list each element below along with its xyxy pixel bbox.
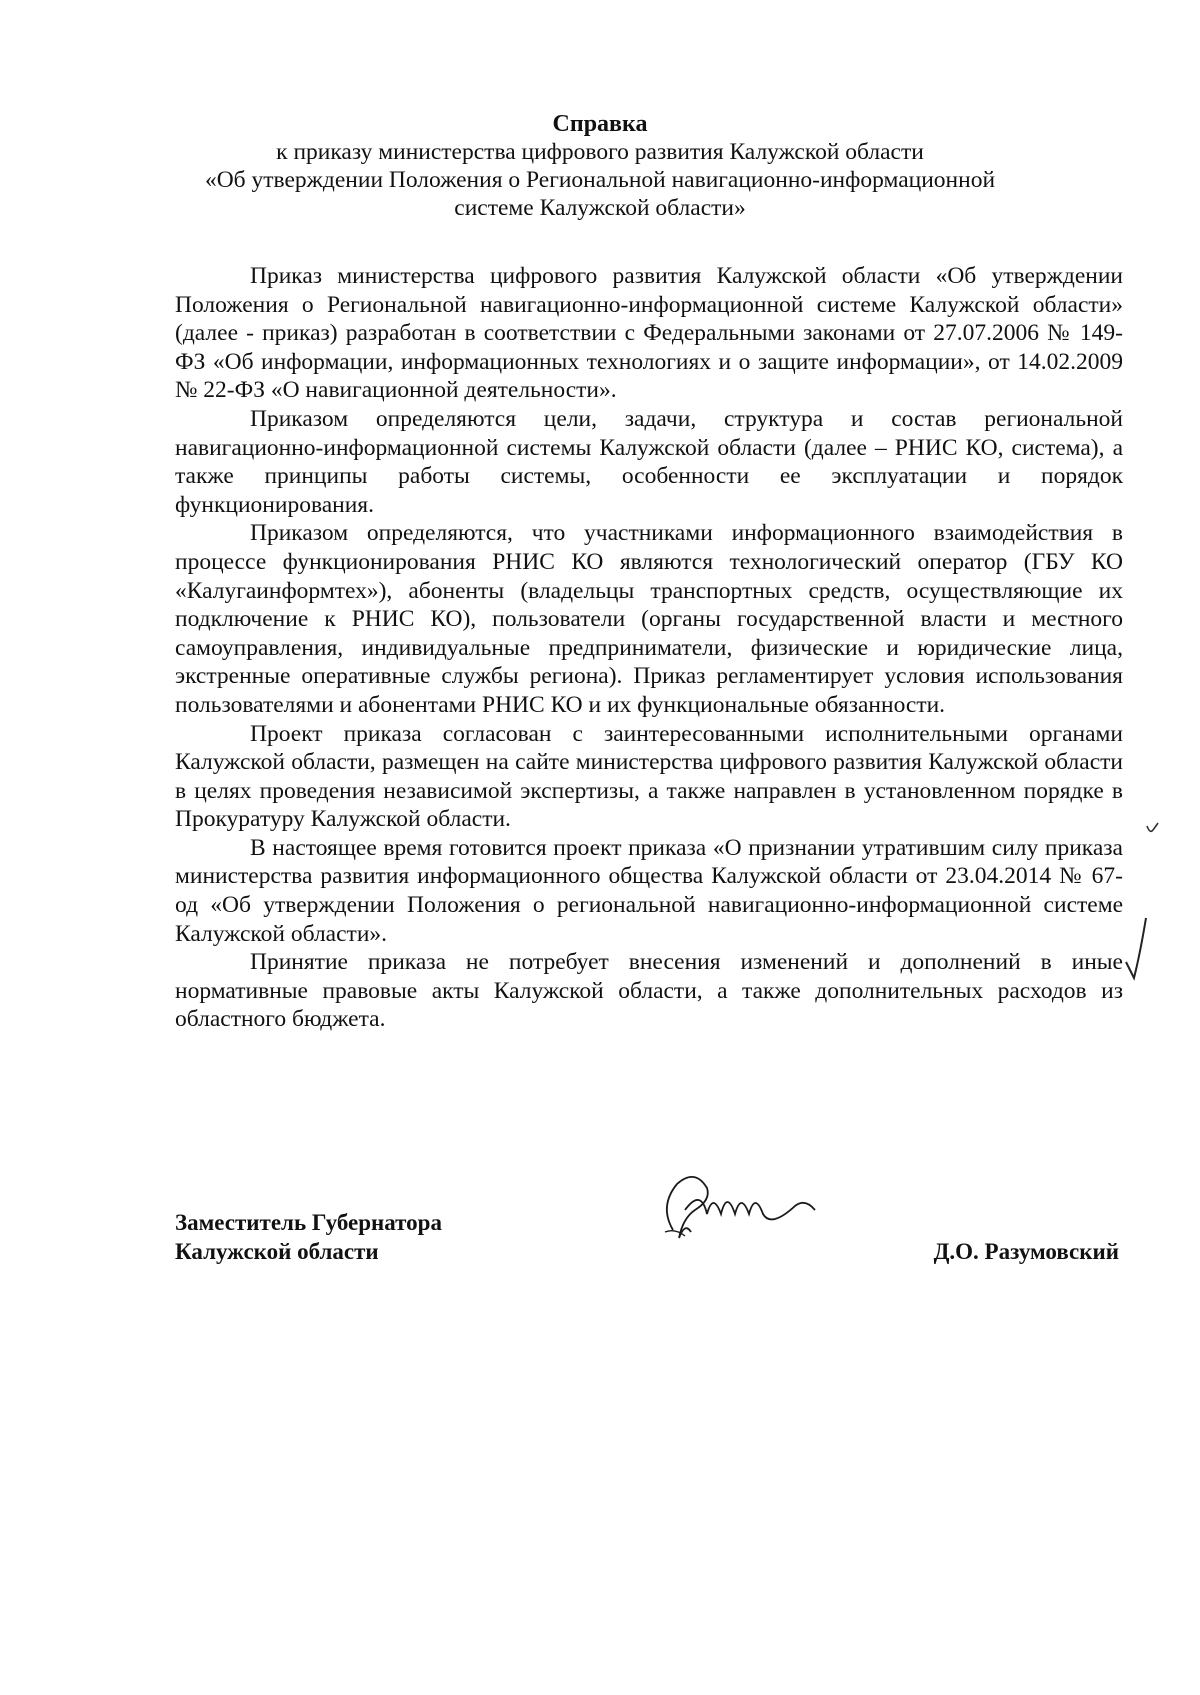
paragraph-2: Приказом определяются цели, задачи, структура и состав региональной навигационно-информационной системы Калужской области (далее – РНИС КО, система), а также принципы работы системы, особенности ее эксплуатации и порядок функционирования. xyxy=(175,405,1123,518)
subtitle-line-1: к приказу министерства цифрового развития Калужской области xyxy=(276,139,924,165)
signatory-position-line-2: Калужской области xyxy=(175,1239,379,1264)
paragraph-3: Приказом определяются, что участниками информационного взаимодействия в процессе функционирования РНИС КО являются технологический оператор (ГБУ КО «Калугаинформтех»), абоненты (владельцы транспортных средств, осуществляющие их подключение к РНИС КО), пользователи (органы государственной власти и местного самоуправления, индивидуальные предприниматели, физические и юридические лица, экстренные оперативные службы региона). Приказ регламентирует условия использования пользователями и абонентами РНИС КО и их функциональные обязанности. xyxy=(175,520,1123,718)
document-title: Справка xyxy=(552,111,648,137)
paragraph-1: Приказ министерства цифрового развития Калужской области «Об утверждении Положения о Региональной навигационно-информационной системе Калужской области» (далее - приказ) разработан в соответствии с Федеральными законами от 27.07.2006 № 149-ФЗ «Об информации, информационных технологиях и о защите информации», от 14.02.2009 № 22-ФЗ «О навигационной деятельности». xyxy=(175,263,1123,404)
document-body xyxy=(175,262,1123,1034)
paragraph-6: Принятие приказа не потребует внесения изменений и дополнений в иные нормативные правовые акты Калужской области, а также дополнительных расходов из областного бюджета. xyxy=(175,949,1123,1033)
paragraph-5: В настоящее время готовится проект приказа «О признании утратившим силу приказа министерства развития информационного общества Калужской области от 23.04.2014 № 67-од «Об утверждении Положения о региональной навигационно-информационной системе Калужской области». xyxy=(175,834,1123,947)
subtitle-line-3: системе Калужской области» xyxy=(454,195,746,221)
signatory-name: Д.О. Разумовский xyxy=(933,1239,1119,1264)
subtitle-line-2: «Об утверждении Положения о Региональной навигационно-информационной xyxy=(204,167,996,193)
margin-checkmark-icon xyxy=(1122,914,1152,984)
signatory-position xyxy=(175,1208,442,1266)
signatory-position-line-1: Заместитель Губернатора xyxy=(175,1210,442,1235)
document-header xyxy=(150,110,1050,222)
paragraph-4: Проект приказа согласован с заинтересованными исполнительными органами Калужской области, размещен на сайте министерства цифрового развития Калужской области в целях проведения независимой экспертизы, а также направлен в установленном порядке в Прокуратуру Калужской области. xyxy=(175,720,1123,833)
handwritten-signature xyxy=(655,1170,830,1250)
margin-checkmark-icon xyxy=(1144,820,1164,840)
